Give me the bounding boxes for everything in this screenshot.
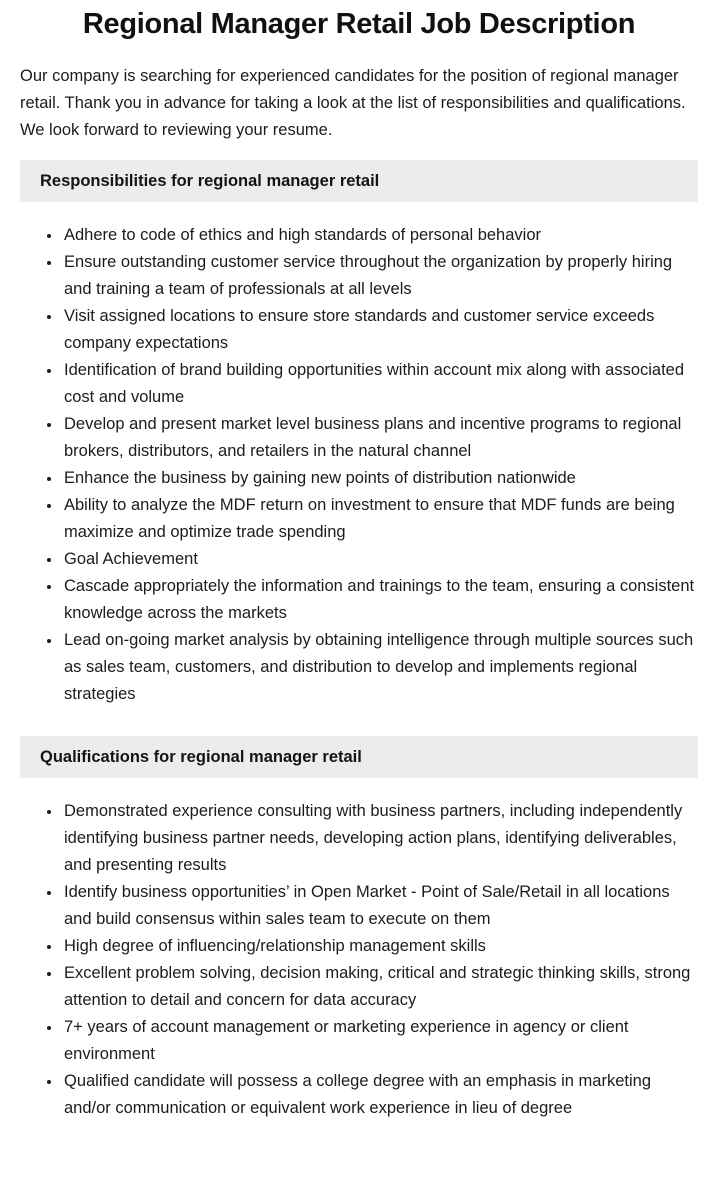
- section-header: [20, 160, 698, 202]
- page-title: Regional Manager Retail Job Description: [82, 8, 636, 40]
- list-item: • Visit assigned locations to ensure store standards and customer service exceeds company expectations: [62, 303, 698, 357]
- list-item: • Goal Achievement: [62, 546, 698, 573]
- bullet-list: [20, 222, 698, 708]
- section-heading: Qualifications for regional manager retail: [40, 748, 362, 766]
- bullet-list: [20, 798, 698, 1122]
- document-page: [0, 6, 720, 1180]
- section-heading: Responsibilities for regional manager retail: [40, 172, 380, 190]
- list-item: • 7+ years of account management or marketing experience in agency or client environment: [62, 1014, 698, 1068]
- intro-paragraph: Our company is searching for experienced candidates for the position of regional manager retail. Thank you in advance for taking a look at the list of responsibilities and qualifications. We look forward to reviewing your resume.: [20, 67, 686, 139]
- sections: [20, 160, 698, 1122]
- list-item: • Ability to analyze the MDF return on investment to ensure that MDF funds are being maximize and optimize trade spending: [62, 492, 698, 546]
- list-item: • Identification of brand building opportunities within account mix along with associated cost and volume: [62, 357, 698, 411]
- list-item: • Ensure outstanding customer service throughout the organization by properly hiring and training a team of professionals at all levels: [62, 249, 698, 303]
- list-item: • Lead on-going market analysis by obtaining intelligence through multiple sources such as sales team, customers, and distribution to develop and implements regional strategies: [62, 627, 698, 708]
- list-item: • Enhance the business by gaining new points of distribution nationwide: [62, 465, 698, 492]
- list-item: • High degree of influencing/relationship management skills: [62, 933, 698, 960]
- list-item: • Cascade appropriately the information and trainings to the team, ensuring a consistent knowledge across the markets: [62, 573, 698, 627]
- list-item: • Identify business opportunities’ in Open Market - Point of Sale/Retail in all locations and build consensus within sales team to execute on them: [62, 879, 698, 933]
- section-header: [20, 736, 698, 778]
- list-item: • Excellent problem solving, decision making, critical and strategic thinking skills, strong attention to detail and concern for data accuracy: [62, 960, 698, 1014]
- list-item: • Adhere to code of ethics and high standards of personal behavior: [62, 222, 698, 249]
- list-item: • Develop and present market level business plans and incentive programs to regional brokers, distributors, and retailers in the natural channel: [62, 411, 698, 465]
- list-item: • Qualified candidate will possess a college degree with an emphasis in marketing and/or communication or equivalent work experience in lieu of degree: [62, 1068, 698, 1122]
- list-item: • Demonstrated experience consulting with business partners, including independently identifying business partner needs, developing action plans, identifying deliverables, and presenting results: [62, 798, 698, 879]
